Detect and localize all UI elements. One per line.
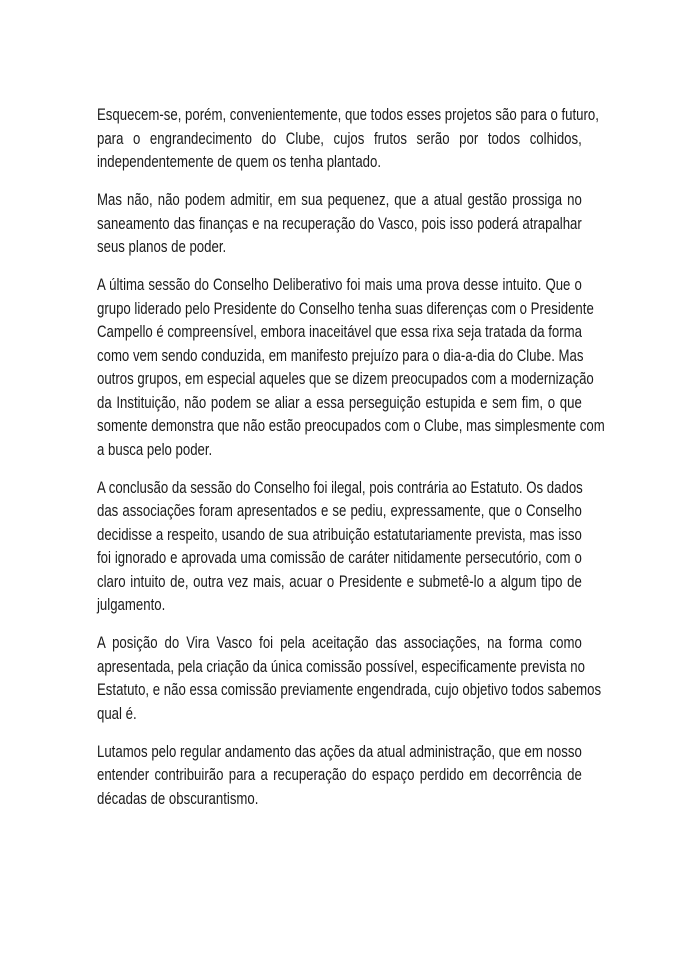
paragraph	[97, 104, 599, 175]
text-line: entender contribuirão para a recuperação do espaço perdido em decorrência de	[97, 766, 582, 784]
text-line: claro intuito de, outra vez mais, acuar o Presidente e submetê-lo a algum tipo de	[97, 572, 582, 591]
text-line: grupo liderado pelo Presidente do Conselho tenha suas diferenças com o Presidente	[97, 299, 594, 318]
text-line: da Instituição, não podem se aliar a essa perseguição estupida e sem fim, o que	[97, 393, 582, 412]
text-line: independentemente de quem os tenha plantado.	[97, 153, 382, 171]
text-line: Campello é compreensível, embora inaceitável que essa rixa seja tratada da forma	[97, 323, 582, 341]
text-line: apresentada, pela criação da única comissão possível, especificamente prevista no	[97, 657, 585, 676]
text-line: A conclusão da sessão do Conselho foi ilegal, pois contrária ao Estatuto. Os dados	[97, 478, 583, 497]
text-line: Esquecem-se, porém, convenientemente, que todos esses projetos são para o futuro,	[97, 106, 599, 124]
paragraph	[97, 189, 582, 260]
text-line: Mas não, não podem admitir, em sua pequenez, que a atual gestão prossiga no	[97, 191, 582, 209]
paragraph	[97, 632, 602, 726]
text-line: a busca pelo poder.	[97, 440, 213, 459]
text-line: para o engrandecimento do Clube, cujos frutos serão por todos colhidos,	[97, 129, 582, 148]
text-line: como vem sendo conduzida, em manifesto prejuízo para o dia-a-dia do Clube. Mas	[97, 346, 584, 365]
text-line: Lutamos pelo regular andamento das ações da atual administração, que em nosso	[97, 742, 582, 761]
text-line: decidisse a respeito, usando de sua atribuição estatutariamente prevista, mas isso	[97, 525, 582, 544]
text-line: foi ignorado e aprovada uma comissão de caráter nitidamente persecutório, com o	[97, 549, 582, 567]
text-line: décadas de obscurantismo.	[97, 789, 259, 808]
paragraph	[97, 741, 582, 812]
text-line: qual é.	[97, 704, 137, 723]
text-line: A posição do Vira Vasco foi pela aceitação das associações, na forma como	[97, 634, 582, 652]
text-line: A última sessão do Conselho Deliberativo foi mais uma prova desse intuito. Que o	[97, 276, 582, 294]
paragraph	[97, 274, 605, 462]
text-line: julgamento.	[97, 596, 166, 614]
paragraph	[97, 477, 582, 618]
text-line: outros grupos, em especial aqueles que se dizem preocupados com a modernização	[97, 370, 594, 388]
text-line: somente demonstra que não estão preocupados com o Clube, mas simplesmente com	[97, 417, 605, 435]
text-line: das associações foram apresentados e se pediu, expressamente, que o Conselho	[97, 502, 582, 520]
text-line: seus planos de poder.	[97, 238, 227, 256]
document-body	[97, 104, 605, 826]
text-line: Estatuto, e não essa comissão previamente engendrada, cujo objetivo todos sabemos	[97, 681, 602, 699]
text-line: saneamento das finanças e na recuperação do Vasco, pois isso poderá atrapalhar	[97, 214, 582, 233]
